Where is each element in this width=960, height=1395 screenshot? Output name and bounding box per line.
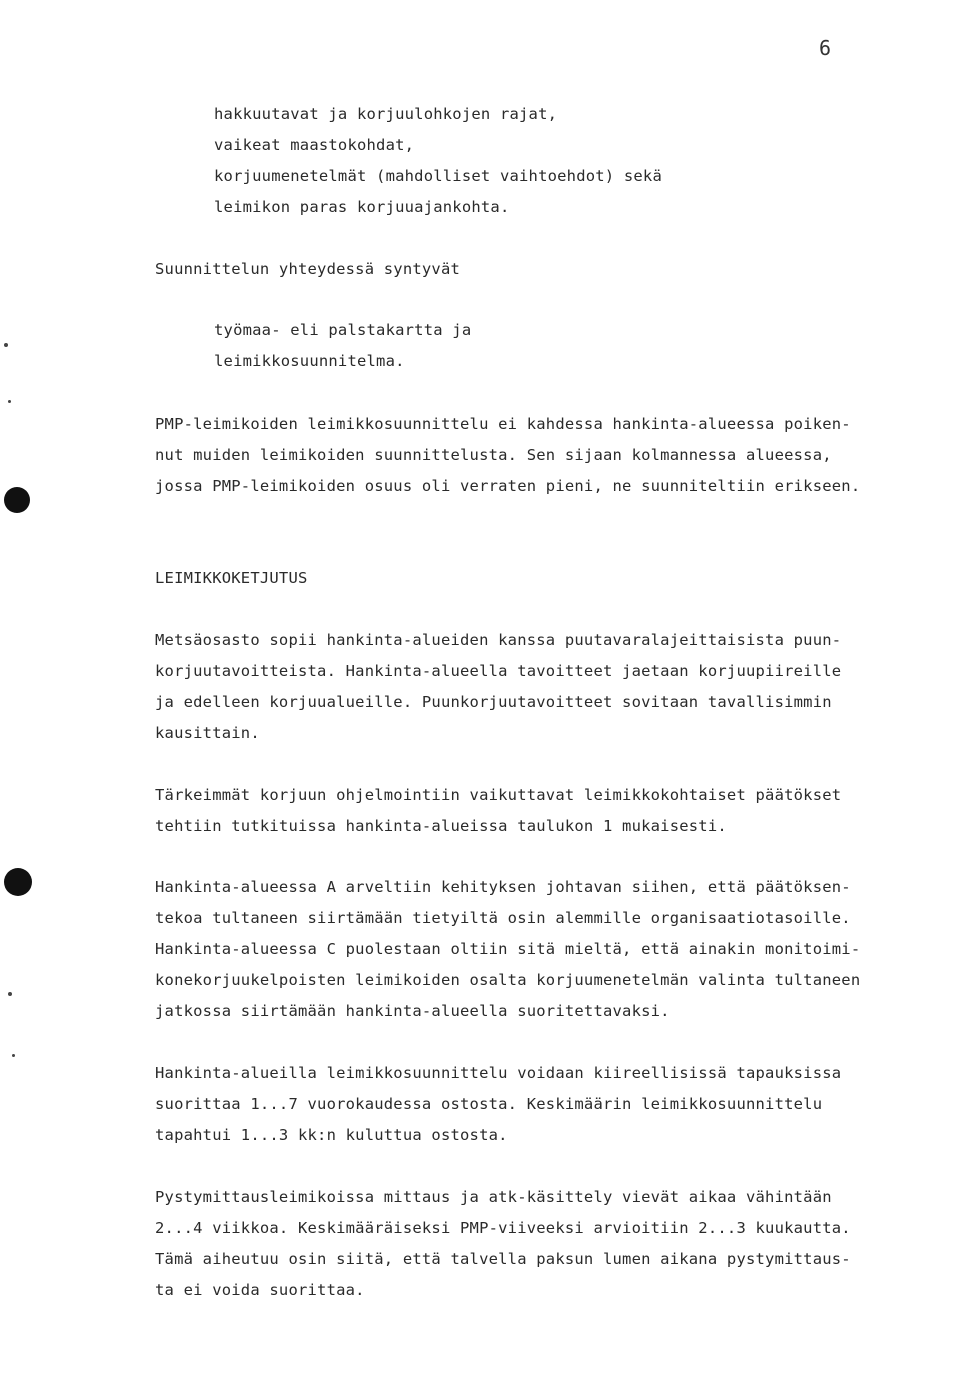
paragraph-line: Suunnittelun yhteydessä syntyvät	[155, 260, 461, 278]
paragraph-line: ja edelleen korjuualueille. Puunkorjuutavoitteet sovitaan tavallisimmin	[155, 693, 832, 711]
list-item: korjuumenetelmät (mahdolliset vaihtoehdot) sekä	[214, 167, 662, 185]
paragraph-line: suorittaa 1...7 vuorokaudessa ostosta. Keskimäärin leimikkosuunnittelu	[155, 1095, 823, 1113]
paragraph-line: Hankinta-alueilla leimikkosuunnittelu voidaan kiireellisissä tapauksissa	[155, 1064, 842, 1082]
paragraph-line: Pystymittausleimikoissa mittaus ja atk-käsittely vievät aikaa vähintään	[155, 1188, 832, 1206]
punch-hole	[4, 487, 30, 513]
scan-speck	[8, 992, 12, 996]
list-item: hakkuutavat ja korjuulohkojen rajat,	[214, 105, 558, 123]
scan-speck	[4, 343, 8, 347]
paragraph-line: korjuutavoitteista. Hankinta-alueella tavoitteet jaetaan korjuupiireille	[155, 662, 842, 680]
paragraph-line: ta ei voida suorittaa.	[155, 1281, 365, 1299]
punch-hole	[4, 868, 32, 896]
paragraph-line: PMP-leimikoiden leimikkosuunnittelu ei kahdessa hankinta-alueessa poiken-	[155, 415, 851, 433]
section-heading: LEIMIKKOKETJUTUS	[155, 569, 308, 587]
paragraph-line: Hankinta-alueessa A arveltiin kehityksen johtavan siihen, että päätöksen-	[155, 878, 851, 896]
paragraph-line: tekoa tultaneen siirtämään tietyiltä osin alemmille organisaatiotasoille.	[155, 909, 851, 927]
paragraph-line: 2...4 viikkoa. Keskimääräiseksi PMP-viiveeksi arvioitiin 2...3 kuukautta.	[155, 1219, 851, 1237]
paragraph-line: Metsäosasto sopii hankinta-alueiden kanssa puutavaralajeittaisista puun-	[155, 631, 842, 649]
paragraph-line: jossa PMP-leimikoiden osuus oli verraten pieni, ne suunniteltiin erikseen.	[155, 477, 861, 495]
list-item: leimikon paras korjuuajankohta.	[214, 198, 510, 216]
paragraph-line: nut muiden leimikoiden suunnittelusta. Sen sijaan kolmannessa alueessa,	[155, 446, 832, 464]
paragraph-line: Hankinta-alueessa C puolestaan oltiin sitä mieltä, että ainakin monitoimi-	[155, 940, 861, 958]
paragraph-line: konekorjuukelpoisten leimikoiden osalta korjuumenetelmän valinta tultaneen	[155, 971, 861, 989]
page-number: 6	[819, 36, 832, 60]
paragraph-line: jatkossa siirtämään hankinta-alueella suoritettavaksi.	[155, 1002, 670, 1020]
scan-speck	[12, 1054, 15, 1057]
paragraph-line: Tämä aiheutuu osin siitä, että talvella paksun lumen aikana pystymittaus-	[155, 1250, 851, 1268]
paragraph-line: kausittain.	[155, 724, 260, 742]
paragraph-line: tapahtui 1...3 kk:n kuluttua ostosta.	[155, 1126, 508, 1144]
paragraph-line: tehtiin tutkituissa hankinta-alueissa taulukon 1 mukaisesti.	[155, 817, 727, 835]
list-item: vaikeat maastokohdat,	[214, 136, 415, 154]
list-item: leimikkosuunnitelma.	[214, 352, 405, 370]
scan-speck	[8, 400, 11, 403]
paragraph-line: Tärkeimmät korjuun ohjelmointiin vaikuttavat leimikkokohtaiset päätökset	[155, 786, 842, 804]
list-item: työmaa- eli palstakartta ja	[214, 321, 472, 339]
